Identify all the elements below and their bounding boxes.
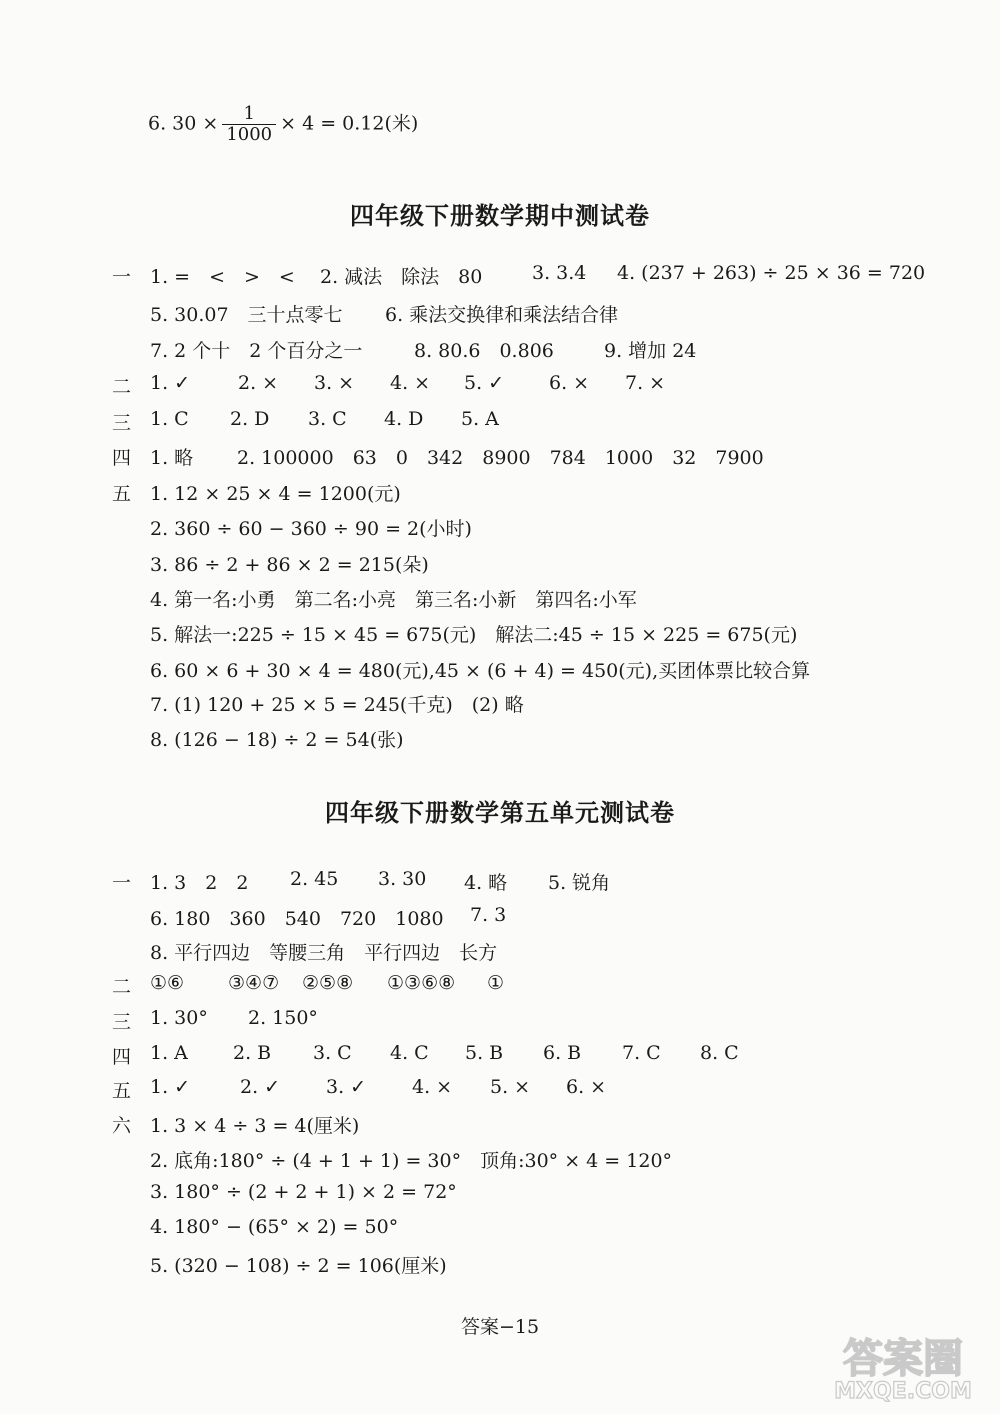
answer-item: ①③⑥⑧ <box>387 972 456 994</box>
answer-item: 2. D <box>230 408 270 430</box>
answer-item: 6. 180 360 540 720 1080 <box>150 908 444 930</box>
answer-item: 1. 12 × 25 × 4 = 1200(元) <box>150 483 401 505</box>
answer-item: 5. ✓ <box>464 372 505 394</box>
answer-item: 1. 3 2 2 <box>150 872 249 894</box>
section-title-unit5: 四年级下册数学第五单元测试卷 <box>325 799 675 827</box>
section-part-label: 二 <box>112 976 132 998</box>
answer-item: 5. A <box>461 408 499 430</box>
answer-item: 6. 乘法交换律和乘法结合律 <box>385 304 619 326</box>
section-part-label: 二 <box>112 376 132 398</box>
answer-item: 1. C <box>150 408 189 430</box>
answer-item: 2. × <box>238 372 279 394</box>
answer-item: 3. ✓ <box>326 1076 367 1098</box>
svg-text:答案圈: 答案圈 <box>843 1336 963 1382</box>
answer-item: 2. 360 ÷ 60 − 360 ÷ 90 = 2(小时) <box>150 518 472 540</box>
answer-item: 2. 减法 除法 80 <box>320 266 483 288</box>
watermark-logo <box>828 1324 978 1404</box>
section-part-label: 三 <box>112 1011 132 1033</box>
answer-item: 2. 100000 63 0 342 8900 784 1000 32 7900 <box>237 447 764 469</box>
answer-item: 4. C <box>390 1042 429 1064</box>
fraction-numerator: 1 <box>222 104 276 125</box>
answer-item: 1. ✓ <box>150 372 191 394</box>
fraction-denominator: 1000 <box>226 124 273 145</box>
section-part-label: 五 <box>112 483 132 505</box>
answer-item: 3. × <box>314 372 355 394</box>
fraction <box>222 104 276 145</box>
answer-item: 2. ✓ <box>240 1076 281 1098</box>
answer-item: 3. 30 <box>378 868 427 890</box>
top-answer <box>148 104 418 145</box>
answer-item: ① <box>487 972 505 994</box>
answer-item: 4. × <box>412 1076 453 1098</box>
answer-item: 1. = < > < <box>150 266 295 288</box>
answer-item: ①⑥ <box>150 972 185 994</box>
answer-item: 6. 60 × 6 + 30 × 4 = 480(元),45 × (6 + 4) = 450(元),买团体票比较合算 <box>150 660 811 682</box>
answer-item: 6. B <box>543 1042 582 1064</box>
answer-item: 2. 150° <box>248 1007 318 1029</box>
answer-item: 4. (237 + 263) ÷ 25 × 36 = 720 <box>617 262 926 284</box>
answer-item: 8. C <box>700 1042 739 1064</box>
answer-item: 7. 2 个十 2 个百分之一 <box>150 340 363 362</box>
answer-item: 1. ✓ <box>150 1076 191 1098</box>
answer-item: 5. (320 − 108) ÷ 2 = 106(厘米) <box>150 1255 447 1277</box>
answer-item: 5. B <box>465 1042 504 1064</box>
section-part-label: 四 <box>112 1046 132 1068</box>
answer-item: 8. (126 − 18) ÷ 2 = 54(张) <box>150 729 404 751</box>
answer-item: 2. B <box>233 1042 272 1064</box>
answer-item: 5. 锐角 <box>548 872 611 894</box>
answer-item: 2. 底角:180° ÷ (4 + 1 + 1) = 30° 顶角:30° × 4 = 120° <box>150 1150 673 1172</box>
page-footer: 答案−15 <box>460 1316 540 1338</box>
answer-item: 1. A <box>150 1042 188 1064</box>
answer-item: 1. 3 × 4 ÷ 3 = 4(厘米) <box>150 1115 360 1137</box>
answer-item: 5. × <box>490 1076 531 1098</box>
svg-text:MXQE.COM: MXQE.COM <box>834 1379 972 1404</box>
answer-item: 3. 180° ÷ (2 + 2 + 1) × 2 = 72° <box>150 1181 457 1203</box>
answer-item: 3. 86 ÷ 2 + 86 × 2 = 215(朵) <box>150 554 429 576</box>
top-answer-suffix: × 4 = 0.12(米) <box>280 112 419 135</box>
answer-item: 7. (1) 120 + 25 × 5 = 245(千克) (2) 略 <box>150 694 524 716</box>
answer-item: 1. 略 <box>150 447 194 469</box>
answer-item: 4. 第一名:小勇 第二名:小亮 第三名:小新 第四名:小军 <box>150 589 637 611</box>
answer-item: 3. C <box>308 408 347 430</box>
section-part-label: 一 <box>112 266 132 288</box>
section-part-label: 三 <box>112 412 132 434</box>
answer-item: 4. 略 <box>464 872 508 894</box>
answer-item: 3. C <box>313 1042 352 1064</box>
answer-item: 8. 80.6 0.806 <box>414 340 554 362</box>
answer-item: 8. 平行四边 等腰三角 平行四边 长方 <box>150 942 498 964</box>
answer-item: 4. D <box>384 408 424 430</box>
top-answer-prefix: 6. 30 × <box>148 112 219 135</box>
answer-item: 7. 3 <box>470 904 507 926</box>
section-title-midterm: 四年级下册数学期中测试卷 <box>350 202 650 230</box>
answer-item: 2. 45 <box>290 868 339 890</box>
answer-item: ②⑤⑧ <box>302 972 354 994</box>
section-part-label: 四 <box>112 447 132 469</box>
answer-item: 9. 增加 24 <box>604 340 697 362</box>
answer-item: 3. 3.4 <box>532 262 587 284</box>
section-part-label: 五 <box>112 1080 132 1102</box>
answer-item: 4. × <box>390 372 431 394</box>
answer-item: ③④⑦ <box>228 972 280 994</box>
answer-item: 7. × <box>625 372 666 394</box>
answer-item: 7. C <box>622 1042 661 1064</box>
section-part-label: 一 <box>112 872 132 894</box>
section-part-label: 六 <box>112 1115 132 1137</box>
answer-item: 5. 30.07 三十点零七 <box>150 304 343 326</box>
answer-item: 6. × <box>549 372 590 394</box>
answer-item: 5. 解法一:225 ÷ 15 × 45 = 675(元) 解法二:45 ÷ 15 × 225 = 675(元) <box>150 624 798 646</box>
answer-item: 4. 180° − (65° × 2) = 50° <box>150 1216 399 1238</box>
answer-item: 1. 30° <box>150 1007 208 1029</box>
answer-item: 6. × <box>566 1076 607 1098</box>
